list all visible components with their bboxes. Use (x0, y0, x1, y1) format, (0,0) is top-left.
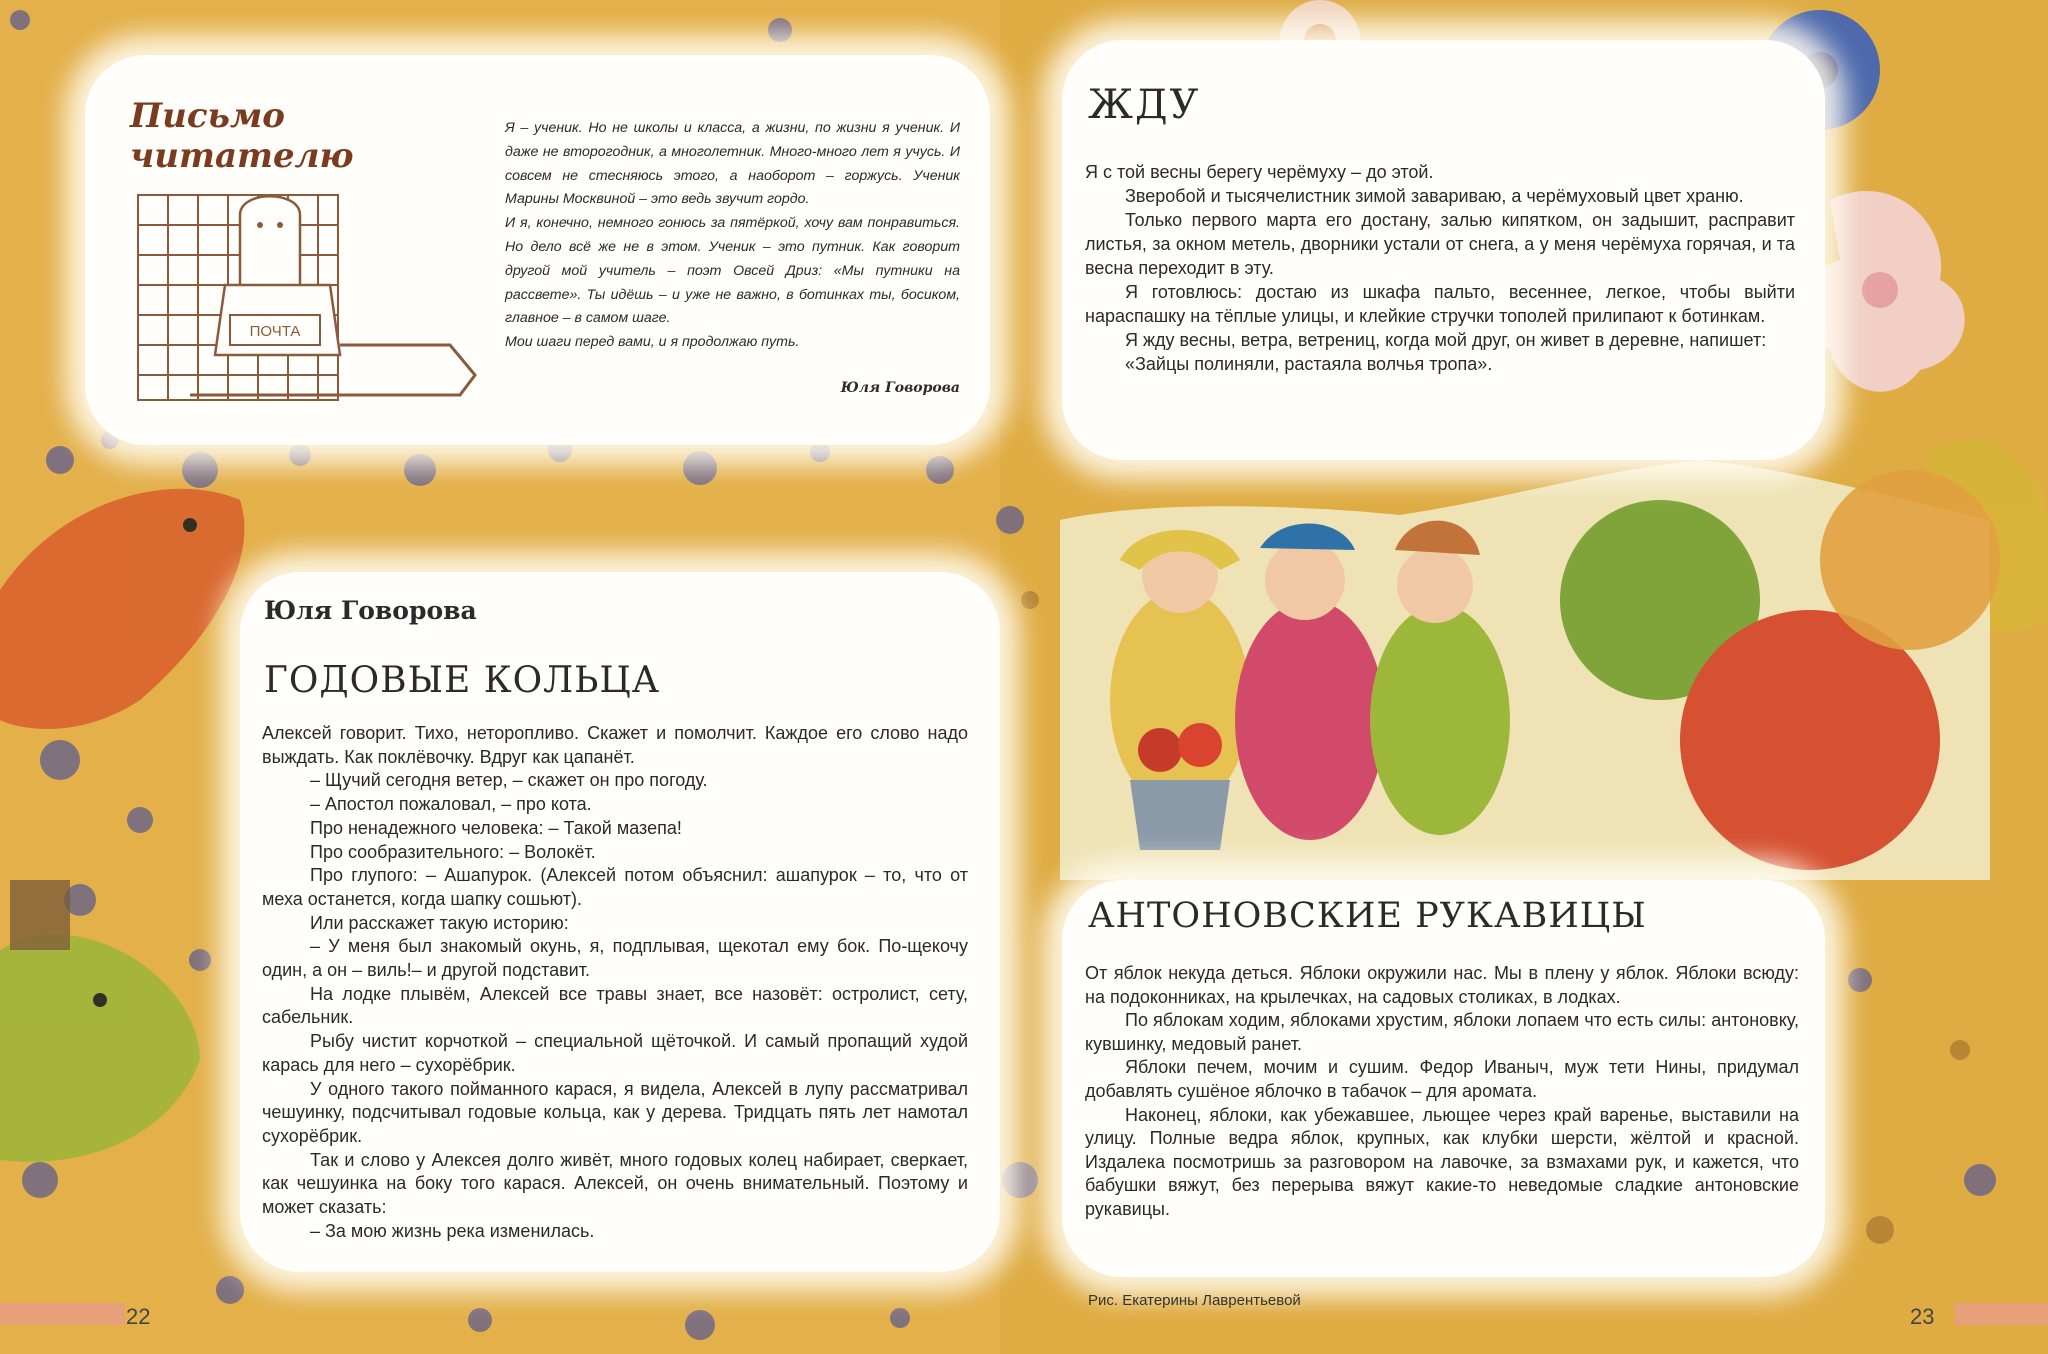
story-paragraph: Или расскажет такую историю: (310, 912, 569, 933)
story-paragraph: – У меня был знакомый окунь, я, подплывая, щекотал ему бок. По-щекочу один, а он – виль!– и другой подставит. (262, 936, 968, 981)
anton-paragraph: От яблок некуда деться. Яблоки окружили нас. Мы в плену у яблок. Яблоки всюду: на подоконниках, на крылечках, на садовых столиках, в лодках. (1085, 963, 1799, 1007)
zhdu-paragraph: Я готовлюсь: достаю из шкафа пальто, весеннее, легкое, чтобы выйти нараспашку на тёплые улицы, и клейкие стручки тополей прилипают к ботинкам. (1085, 282, 1795, 326)
letter-paragraph: Мои шаги перед вами, и я продолжаю путь. (505, 334, 800, 351)
story-paragraph: На лодке плывём, Алексей все травы знает, все назовёт: остролист, сету, сабельник. (262, 983, 968, 1028)
zhdu-text (1085, 160, 1795, 376)
story-paragraph: Алексей говорит. Тихо, неторопливо. Скажет и помолчит. Каждое его слово надо выждать. Как поклёвочку. Вдруг как цапанёт. (262, 723, 968, 767)
illustration-credit: Рис. Екатерины Лаврентьевой (1088, 1292, 1301, 1309)
story-author: Юля Говорова (264, 596, 477, 625)
story-text (262, 722, 968, 1243)
page-bar-right (1955, 1303, 2048, 1325)
letter-text (505, 117, 960, 355)
story-paragraph: – За мою жизнь река изменилась. (310, 1220, 595, 1241)
story-paragraph: Про сообразительного: – Волокёт. (310, 841, 596, 862)
page-bar-left (0, 1303, 125, 1325)
story-paragraph: Про ненадежного человека: – Такой мазепа! (310, 817, 682, 838)
anton-paragraph: Наконец, яблоки, как убежавшее, льющее через край варенье, выставили на улицу. Полные ведра яблок, крупных, как клубки шерсти, жёлтой и красной. Издалека посмотришь за разговором на лавочке, за взмахами рук, и кажется, что бабушки вяжут, без перерыва вяжут какие-то неведомые сладкие антоновские рукавицы. (1085, 1104, 1799, 1219)
story-paragraph: – Щучий сегодня ветер, – скажет он про погоду. (310, 770, 708, 791)
zhdu-paragraph: Зверобой и тысячелистник зимой завариваю, а черёмуховый цвет храню. (1125, 186, 1744, 206)
anton-paragraph: По яблокам ходим, яблоками хрустим, яблоки лопаем что есть силы: антоновку, кувшинку, медовый ранет. (1085, 1010, 1799, 1054)
letter-title: Письмо читателю (130, 96, 354, 176)
letter-paragraph: Я – ученик. Но не школы и класса, а жизни, по жизни я ученик. И даже не второгодник, а многолетник. Много-много лет я учусь. И совсем не стесняюсь этого, а наоборот – горжусь. Ученик Марины Москвиной – это ведь звучит гордо. (505, 120, 960, 208)
page-number-right: 23 (1910, 1304, 1935, 1329)
zhdu-paragraph: Я с той весны берегу черёмуху – до этой. (1085, 162, 1434, 182)
zhdu-paragraph: Я жду весны, ветра, ветрениц, когда мой друг, он живет в деревне, напишет: (1125, 330, 1767, 350)
zhdu-paragraph: Только первого марта его достану, залью кипятком, он задышит, расправит листья, за окном метель, дворники устали от снега, а у меня черёмуха горячая, и та весна переходит в эту. (1085, 210, 1795, 278)
story-paragraph: У одного такого пойманного карася, я видела, Алексей в лупу рассматривал чешуинку, подсчитывал годовые кольца, как у дерева. Тридцать пять лет намотал сухорёбрик. (262, 1078, 968, 1146)
story-paragraph: Про глупого: – Ашапурок. (Алексей потом объяснил: ашапурок – то, что от меха останется, когда шапку сошьют). (262, 865, 968, 909)
anton-paragraph: Яблоки печем, мочим и сушим. Федор Иваныч, муж тети Нины, придумал добавлять сушёное яблочко в табачок – для аромата. (1085, 1057, 1799, 1101)
anton-title: АНТОНОВСКИЕ РУКАВИЦЫ (1088, 896, 1647, 936)
page-number-left: 22 (126, 1304, 151, 1329)
zhdu-title: ЖДУ (1088, 82, 1201, 128)
story-paragraph: Рыбу чистит корчоткой – специальной щёточкой. И самый пропащий худой карась для него – сухорёбрик. (262, 1031, 968, 1075)
zhdu-paragraph: «Зайцы полиняли, растаяла волчья тропа». (1125, 354, 1493, 374)
story-title: ГОДОВЫЕ КОЛЬЦА (264, 660, 661, 701)
mailbox-sign-text: ПОЧТА (249, 323, 301, 340)
letter-paragraph: И я, конечно, немного гонюсь за пятёркой, хочу вам понравиться. Но дело всё же не в этом. Ученик – это путник. Как говорит другой мой учитель – поэт Овсей Дриз: «Мы путники на рассвете». Ты идёшь – и уже не важно, в ботинках ты, босиком, главное – в самом шаге. (505, 215, 960, 327)
mailbox-drawing (130, 175, 480, 405)
anton-text (1085, 962, 1799, 1222)
story-paragraph: – Апостол пожаловал, – про кота. (310, 794, 592, 815)
letter-signature: Юля Говорова (840, 380, 960, 396)
story-paragraph: Так и слово у Алексея долго живёт, много годовых колец набирает, сверкает, как чешуинка на боку того карася. Алексей, он очень внимательный. Поэтому и может сказать: (262, 1149, 968, 1218)
